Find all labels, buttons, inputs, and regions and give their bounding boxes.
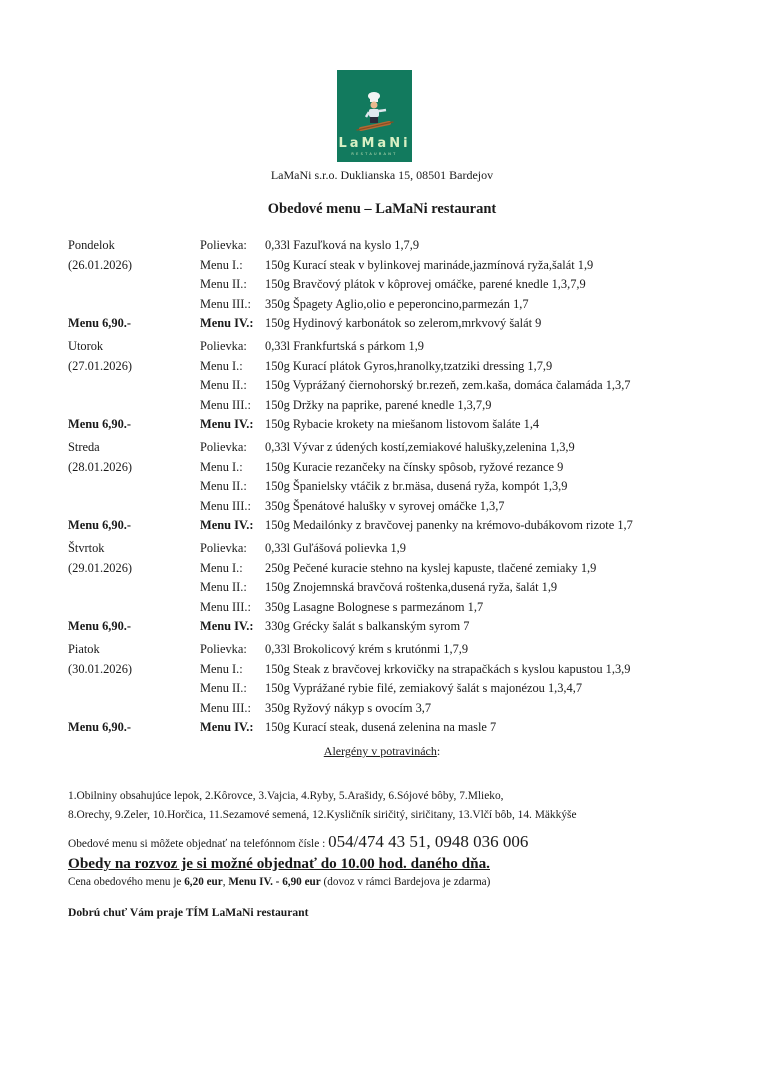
day-name: Streda bbox=[68, 440, 100, 454]
item-text: 150g Kurací plátok Gyros,hranolky,tzatziki dressing 1,7,9 bbox=[265, 358, 553, 373]
page-title: Obedové menu – LaMaNi restaurant bbox=[267, 201, 497, 217]
day-name: Utorok bbox=[68, 339, 104, 353]
price-info bbox=[68, 876, 490, 888]
phone-numbers: 054/474 43 51, 0948 036 006 bbox=[328, 832, 529, 851]
item-label: Polievka: bbox=[200, 238, 247, 252]
item-text: 150g Steak z bravčovej krkovičky na strapačkách s kyslou kapustou 1,3,9 bbox=[265, 661, 631, 676]
item-text: 150g Rybacie krokety na miešanom listovom šaláte 1,4 bbox=[265, 417, 540, 431]
menu-row bbox=[68, 337, 708, 357]
item-text: 150g Hydinový karbonátok so zelerom,mrkvový šalát 9 bbox=[265, 316, 542, 330]
logo-wordmark: LaMaNi bbox=[338, 136, 411, 151]
item-text: 0,33l Fazuľková na kyslo 1,7,9 bbox=[265, 238, 420, 252]
restaurant-logo bbox=[337, 70, 412, 162]
item-label: Polievka: bbox=[200, 642, 247, 656]
menu-row bbox=[68, 458, 708, 478]
allergens-list bbox=[68, 787, 577, 825]
item-text: 0,33l Brokolicový krém s krutónmi 1,7,9 bbox=[265, 642, 469, 656]
item-label: Polievka: bbox=[200, 541, 247, 555]
item-label: Menu I.: bbox=[200, 661, 243, 676]
day-block-monday bbox=[68, 236, 708, 334]
menu-row bbox=[68, 516, 708, 536]
item-text: 350g Lasagne Bolognese s parmezánom 1,7 bbox=[265, 599, 484, 614]
day-name: Pondelok bbox=[68, 238, 115, 252]
day-date: (26.01.2026) bbox=[68, 257, 133, 272]
day-name: Štvrtok bbox=[68, 541, 105, 555]
item-label: Menu III.: bbox=[200, 700, 251, 715]
price-label: Menu 6,90.- bbox=[68, 619, 131, 633]
item-label: Polievka: bbox=[200, 440, 247, 454]
item-text: 150g Držky na paprike, parené knedle 1,3,7,9 bbox=[265, 397, 492, 412]
item-label: Menu III.: bbox=[200, 296, 251, 311]
menu-row bbox=[68, 438, 708, 458]
item-text: 0,33l Frankfurtská s párkom 1,9 bbox=[265, 339, 424, 353]
item-label: Menu I.: bbox=[200, 459, 243, 474]
price-menu4: Menu IV. - 6,90 eur bbox=[228, 876, 321, 888]
allergens-heading bbox=[0, 744, 764, 759]
item-label: Menu II.: bbox=[200, 681, 247, 695]
day-date: (29.01.2026) bbox=[68, 560, 133, 575]
item-text: 150g Bravčový plátok v kôprovej omáčke, parené knedle 1,3,7,9 bbox=[265, 277, 586, 291]
item-label: Menu II.: bbox=[200, 580, 247, 594]
item-label: Menu IV.: bbox=[200, 518, 254, 532]
price-regular: 6,20 eur bbox=[184, 876, 223, 888]
menu-row bbox=[68, 640, 708, 660]
day-name: Piatok bbox=[68, 642, 100, 656]
menu-row bbox=[68, 679, 708, 699]
item-text: 150g Medailónky z bravčovej panenky na krémovo-dubákovom rizote 1,7 bbox=[265, 518, 633, 532]
item-text: 350g Špenátové halušky v syrovej omáčke 1,3,7 bbox=[265, 498, 505, 513]
menu-row bbox=[68, 718, 708, 738]
item-label: Menu IV.: bbox=[200, 417, 254, 431]
item-label: Menu I.: bbox=[200, 257, 243, 272]
day-date: (28.01.2026) bbox=[68, 459, 133, 474]
menu-row bbox=[68, 539, 708, 559]
day-date: (27.01.2026) bbox=[68, 358, 133, 373]
allergens-heading-text: Alergény v potravinách bbox=[323, 744, 437, 758]
price-prefix: Cena obedového menu je bbox=[68, 876, 185, 888]
menu-row bbox=[68, 497, 708, 517]
menu-row bbox=[68, 295, 708, 315]
day-date: (30.01.2026) bbox=[68, 661, 133, 676]
allergens-line: 8.Orechy, 9.Zeler, 10.Horčica, 11.Sezamové semená, 12.Kysličník siričitý, siričitany, 13.Vlčí bôb, 14. Mäkkýše bbox=[68, 809, 577, 821]
menu-row bbox=[68, 660, 708, 680]
item-label: Menu IV.: bbox=[200, 619, 254, 633]
item-label: Menu II.: bbox=[200, 378, 247, 392]
item-text: 0,33l Guľášová polievka 1,9 bbox=[265, 541, 406, 555]
item-label: Menu II.: bbox=[200, 277, 247, 291]
item-text: 150g Španielsky vtáčik z br.mäsa, dusená ryža, kompót 1,3,9 bbox=[265, 479, 568, 493]
item-text: 330g Grécky šalát s balkanským syrom 7 bbox=[265, 619, 470, 633]
price-label: Menu 6,90.- bbox=[68, 720, 131, 734]
item-text: 350g Špagety Aglio,olio e peperoncino,parmezán 1,7 bbox=[265, 296, 529, 311]
menu-row bbox=[68, 396, 708, 416]
price-label: Menu 6,90.- bbox=[68, 417, 131, 431]
item-label: Menu IV.: bbox=[200, 720, 254, 734]
item-text: 150g Vyprážaný čiernohorský br.rezeň, zem.kaša, domáca čalamáda 1,3,7 bbox=[265, 378, 631, 392]
day-block-thursday bbox=[68, 539, 708, 637]
item-label: Menu I.: bbox=[200, 560, 243, 575]
allergens-line: 1.Obilniny obsahujúce lepok, 2.Kôrovce, 3.Vajcia, 4.Ryby, 5.Arašidy, 6.Sójové bôby, 7.Mlieko, bbox=[68, 790, 504, 802]
item-label: Menu II.: bbox=[200, 479, 247, 493]
order-info bbox=[68, 832, 528, 852]
item-text: 150g Kuracie rezančeky na čínsky spôsob, ryžové rezance 9 bbox=[265, 459, 564, 474]
menu-row bbox=[68, 415, 708, 435]
price-label: Menu 6,90.- bbox=[68, 518, 131, 532]
menu-row bbox=[68, 376, 708, 396]
item-text: 250g Pečené kuracie stehno na kyslej kapuste, tlačené zemiaky 1,9 bbox=[265, 560, 597, 575]
item-text: 0,33l Vývar z údených kostí,zemiakové halušky,zelenina 1,3,9 bbox=[265, 440, 575, 454]
menu-row bbox=[68, 477, 708, 497]
order-text: Obedové menu si môžete objednať na telefónnom čísle : bbox=[68, 838, 329, 850]
menu-row bbox=[68, 578, 708, 598]
delivery-notice: Obedy na rozvoz je si možné objednať do 10.00 hod. daného dňa. bbox=[68, 855, 490, 872]
price-label: Menu 6,90.- bbox=[68, 316, 131, 330]
item-label: Menu III.: bbox=[200, 498, 251, 513]
item-text: 150g Kurací steak v bylinkovej marináde,jazmínová ryža,šalát 1,9 bbox=[265, 257, 594, 272]
menu-row bbox=[68, 699, 708, 719]
menu-row bbox=[68, 559, 708, 579]
menu-row bbox=[68, 617, 708, 637]
menu-row bbox=[68, 256, 708, 276]
price-separator: , bbox=[222, 876, 229, 888]
day-block-friday bbox=[68, 640, 708, 738]
price-suffix: (dovoz v rámci Bardejova je zdarma) bbox=[320, 876, 491, 888]
item-text: 150g Kurací steak, dusená zelenina na masle 7 bbox=[265, 720, 497, 734]
menu-row bbox=[68, 598, 708, 618]
menu-row bbox=[68, 314, 708, 334]
item-label: Menu IV.: bbox=[200, 316, 254, 330]
item-label: Menu I.: bbox=[200, 358, 243, 373]
item-label: Menu III.: bbox=[200, 397, 251, 412]
menu-row bbox=[68, 357, 708, 377]
logo-subtitle: RESTAURANT bbox=[351, 152, 398, 156]
menu-row bbox=[68, 275, 708, 295]
item-label: Polievka: bbox=[200, 339, 247, 353]
item-text: 150g Znojemnská bravčová roštenka,dusená ryža, šalát 1,9 bbox=[265, 580, 558, 594]
day-block-wednesday bbox=[68, 438, 708, 536]
company-address: LaMaNi s.r.o. Duklianska 15, 08501 Bardejov bbox=[270, 168, 494, 182]
closing-message: Dobrú chuť Vám praje TÍM LaMaNi restaurant bbox=[68, 906, 309, 919]
item-text: 350g Ryžový nákyp s ovocím 3,7 bbox=[265, 700, 432, 715]
allergens-heading-colon: : bbox=[436, 744, 441, 758]
menu-row bbox=[68, 236, 708, 256]
item-text: 150g Vyprážané rybie filé, zemiakový šalát s majonézou 1,3,4,7 bbox=[265, 681, 583, 695]
day-block-tuesday bbox=[68, 337, 708, 435]
item-label: Menu III.: bbox=[200, 599, 251, 614]
